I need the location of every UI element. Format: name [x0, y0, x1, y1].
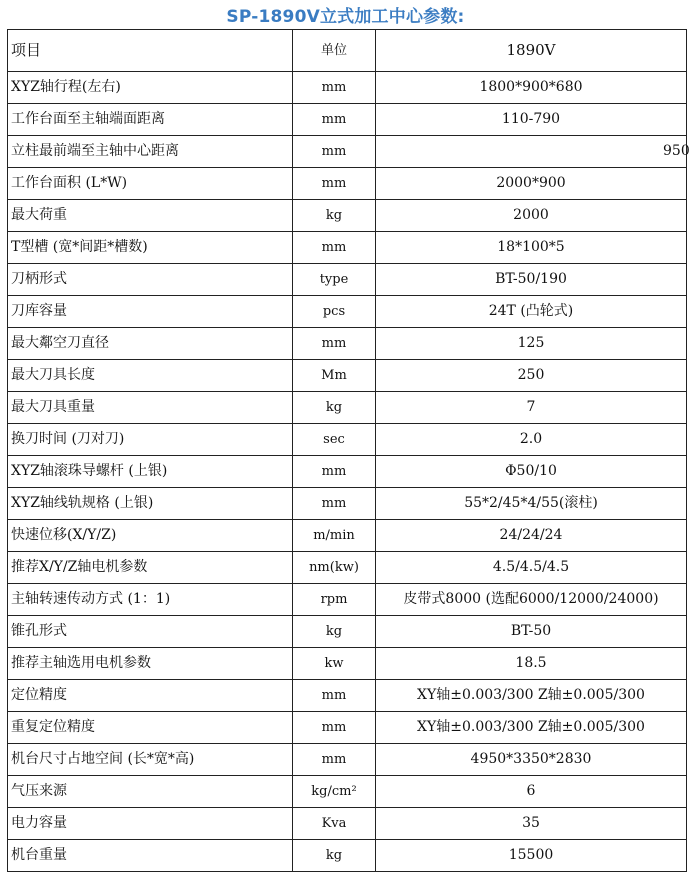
param-unit: mm	[293, 168, 376, 200]
param-unit: mm	[293, 104, 376, 136]
param-name: 刀柄形式	[8, 264, 293, 296]
param-unit: mm	[293, 712, 376, 744]
table-header-row	[8, 30, 687, 72]
table-row	[8, 360, 687, 392]
param-unit: type	[293, 264, 376, 296]
table-row	[8, 808, 687, 840]
param-name: 重复定位精度	[8, 712, 293, 744]
table-row	[8, 616, 687, 648]
param-unit: mm	[293, 488, 376, 520]
page-title: SP-1890V立式加工中心参数:	[226, 7, 465, 27]
table-row	[8, 392, 687, 424]
param-name: 机台重量	[8, 840, 293, 872]
header-item: 项目	[8, 30, 293, 72]
header-unit: 单位	[293, 30, 376, 72]
param-name: 主轴转速传动方式 (1：1)	[8, 584, 293, 616]
param-name: 最大鄰空刀直径	[8, 328, 293, 360]
param-value: 2000	[376, 200, 687, 232]
table-row	[8, 296, 687, 328]
param-value: 4950*3350*2830	[376, 744, 687, 776]
param-value: XY轴±0.003/300 Z轴±0.005/300	[376, 680, 687, 712]
table-row	[8, 232, 687, 264]
param-name: 气压来源	[8, 776, 293, 808]
param-unit: nm(kw)	[293, 552, 376, 584]
table-row	[8, 552, 687, 584]
param-value: Φ50/10	[376, 456, 687, 488]
param-name: 推荐X/Y/Z轴电机参数	[8, 552, 293, 584]
table-row	[8, 104, 687, 136]
param-value: 125	[376, 328, 687, 360]
table-row	[8, 488, 687, 520]
param-value: 950	[376, 136, 687, 168]
param-unit: mm	[293, 328, 376, 360]
param-name: 快速位移(X/Y/Z)	[8, 520, 293, 552]
param-unit: Kva	[293, 808, 376, 840]
table-row	[8, 168, 687, 200]
param-unit: Mm	[293, 360, 376, 392]
table-row	[8, 776, 687, 808]
param-value: 2000*900	[376, 168, 687, 200]
param-name: 锥孔形式	[8, 616, 293, 648]
param-value: 皮带式8000 (选配6000/12000/24000)	[376, 584, 687, 616]
param-name: XYZ轴线轨规格 (上银)	[8, 488, 293, 520]
param-name: 工作台面至主轴端面距离	[8, 104, 293, 136]
table-row	[8, 584, 687, 616]
param-unit: mm	[293, 456, 376, 488]
param-value: 24T (凸轮式)	[376, 296, 687, 328]
param-name: 换刀时间 (刀对刀)	[8, 424, 293, 456]
param-value: 1800*900*680	[376, 72, 687, 104]
param-unit: mm	[293, 680, 376, 712]
param-unit: pcs	[293, 296, 376, 328]
param-unit: sec	[293, 424, 376, 456]
param-name: XYZ轴滚珠导螺杆 (上银)	[8, 456, 293, 488]
param-value: 7	[376, 392, 687, 424]
param-unit: kg	[293, 616, 376, 648]
param-value: 110-790	[376, 104, 687, 136]
param-unit: rpm	[293, 584, 376, 616]
param-value: 250	[376, 360, 687, 392]
param-unit: mm	[293, 232, 376, 264]
table-row	[8, 136, 687, 168]
table-row	[8, 744, 687, 776]
table-row	[8, 264, 687, 296]
table-row	[8, 456, 687, 488]
param-name: 最大刀具重量	[8, 392, 293, 424]
param-name: 最大刀具长度	[8, 360, 293, 392]
param-value: 15500	[376, 840, 687, 872]
param-unit: mm	[293, 136, 376, 168]
param-value: 35	[376, 808, 687, 840]
table-row	[8, 520, 687, 552]
param-name: 刀库容量	[8, 296, 293, 328]
param-value: 18*100*5	[376, 232, 687, 264]
header-model: 1890V	[376, 30, 687, 72]
param-unit: m/min	[293, 520, 376, 552]
table-row	[8, 680, 687, 712]
table-row	[8, 840, 687, 872]
param-unit: kg/cm²	[293, 776, 376, 808]
param-unit: mm	[293, 72, 376, 104]
param-name: 工作台面积 (L*W)	[8, 168, 293, 200]
param-unit: kw	[293, 648, 376, 680]
param-name: 机台尺寸占地空间 (长*宽*高)	[8, 744, 293, 776]
param-unit: kg	[293, 840, 376, 872]
param-name: 推荐主轴选用电机参数	[8, 648, 293, 680]
table-row	[8, 424, 687, 456]
param-unit: kg	[293, 200, 376, 232]
param-value: XY轴±0.003/300 Z轴±0.005/300	[376, 712, 687, 744]
param-name: 最大荷重	[8, 200, 293, 232]
table-row	[8, 328, 687, 360]
param-value: 18.5	[376, 648, 687, 680]
param-value: BT-50	[376, 616, 687, 648]
param-value: 2.0	[376, 424, 687, 456]
param-value: 4.5/4.5/4.5	[376, 552, 687, 584]
param-name: XYZ轴行程(左右)	[8, 72, 293, 104]
table-row	[8, 648, 687, 680]
table-row	[8, 200, 687, 232]
spec-table	[7, 29, 690, 872]
param-value: 6	[376, 776, 687, 808]
param-name: 电力容量	[8, 808, 293, 840]
table-row	[8, 72, 687, 104]
param-name: T型槽 (宽*间距*槽数)	[8, 232, 293, 264]
param-unit: kg	[293, 392, 376, 424]
param-value: BT-50/190	[376, 264, 687, 296]
param-name: 立柱最前端至主轴中心距离	[8, 136, 293, 168]
param-value: 24/24/24	[376, 520, 687, 552]
param-unit: mm	[293, 744, 376, 776]
param-name: 定位精度	[8, 680, 293, 712]
table-row	[8, 712, 687, 744]
param-value: 55*2/45*4/55(滚柱)	[376, 488, 687, 520]
